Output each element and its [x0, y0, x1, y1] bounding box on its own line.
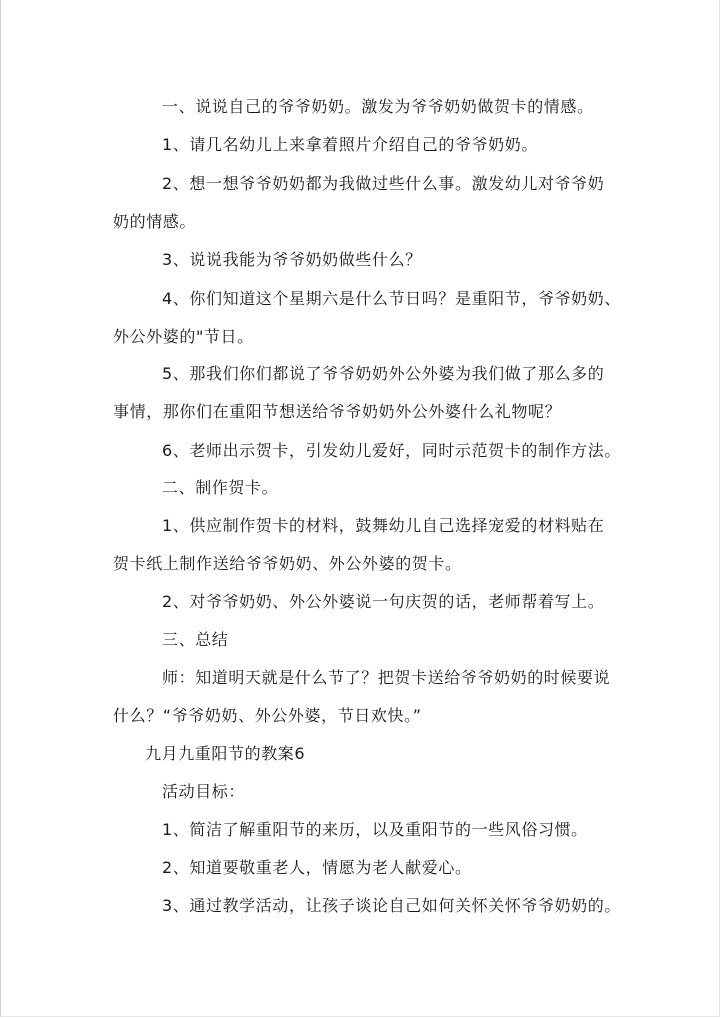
paragraph-line: 2、对爷爷奶奶、外公外婆说一句庆贺的话，老师帮着写上。: [162, 592, 605, 611]
paragraph-line: 2、知道要敬重老人，情愿为老人献爱心。: [162, 858, 472, 877]
paragraph-line: 活动目标：: [162, 782, 246, 801]
paragraph-line: 6、老师出示贺卡，引发幼儿爱好，同时示范贺卡的制作方法。: [162, 441, 621, 460]
section-heading-3: 三、总结: [162, 630, 229, 649]
paragraph-line: 1、请几名幼儿上来拿着照片介绍自己的爷爷奶奶。: [162, 135, 538, 154]
paragraph-line-cont: 什么？“爷爷奶奶、外公外婆，节日欢快。”: [113, 706, 422, 725]
paragraph-line: 2、想一想爷爷奶奶都为我做过些什么事。激发幼儿对爷爷奶: [162, 174, 605, 193]
paragraph-line: 1、简洁了解重阳节的来历，以及重阳节的一些风俗习惯。: [162, 820, 588, 839]
paragraph-line: 4、你们知道这个星期六是什么节日吗？是重阳节，爷爷奶奶、: [162, 289, 621, 308]
paragraph-line: 师：知道明天就是什么节了？把贺卡送给爷爷奶奶的时候要说: [162, 668, 611, 687]
section-heading-2: 二、制作贺卡。: [162, 478, 279, 497]
paragraph-line: 5、那我们你们都说了爷爷奶奶外公外婆为我们做了那么多的: [162, 364, 605, 383]
paragraph-line-cont: 事情，那你们在重阳节想送给爷爷奶奶外公外婆什么礼物呢？: [113, 402, 562, 421]
paragraph-line: 3、说说我能为爷爷奶奶做些什么？: [162, 250, 422, 269]
document-title: 九月九重阳节的教案6: [145, 744, 306, 763]
section-heading-1: 一、说说自己的爷爷奶奶。激发为爷爷奶奶做贺卡的情感。: [162, 97, 594, 116]
paragraph-line: 3、通过教学活动，让孩子谈论自己如何关怀关怀爷爷奶奶的。: [162, 896, 621, 915]
paragraph-line-cont: 奶的情感。: [113, 212, 197, 231]
paragraph-line-cont: 外公外婆的"节日。: [113, 327, 254, 346]
paragraph-line: 1、供应制作贺卡的材料，鼓舞幼儿自己选择宠爱的材料贴在: [162, 516, 605, 535]
paragraph-line-cont: 贺卡纸上制作送给爷爷奶奶、外公外婆的贺卡。: [113, 554, 462, 573]
